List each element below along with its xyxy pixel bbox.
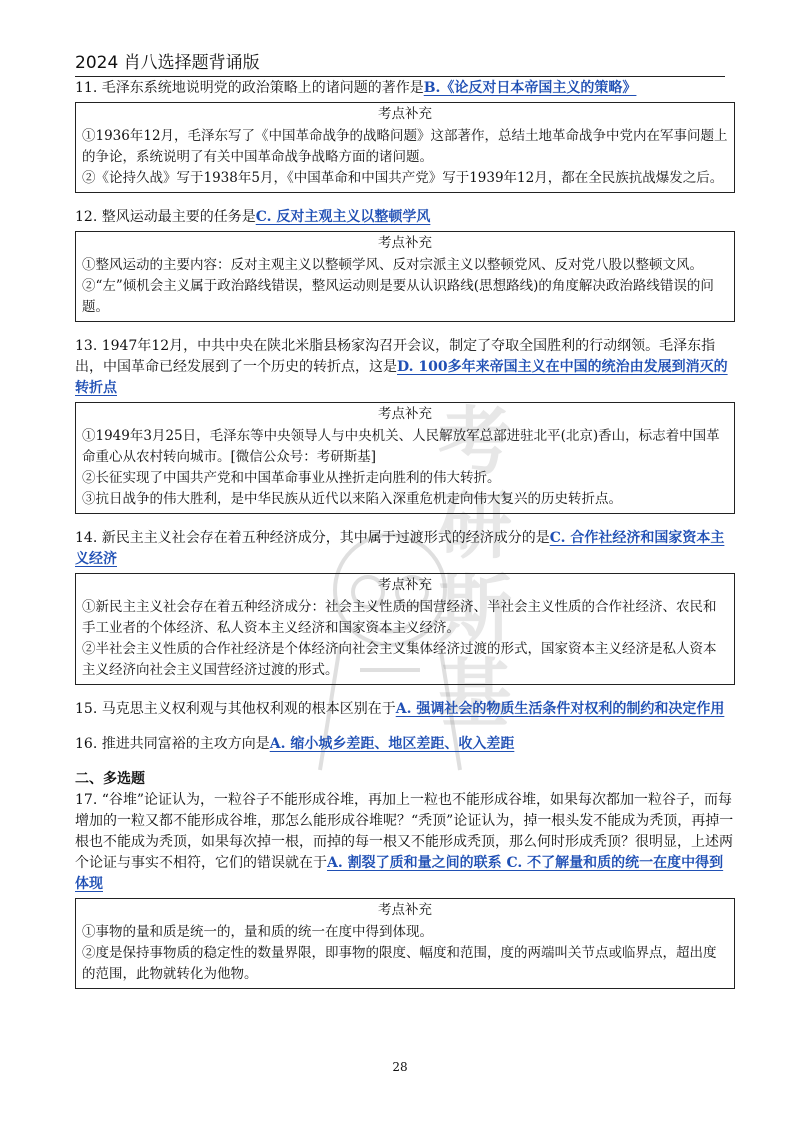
answer-text: A. 割裂了质和量之间的联系 C. 不了解量和质的统一在度中得到体现	[75, 855, 724, 892]
supplement-box	[75, 573, 735, 685]
supplement-item: ②度是保持事物质的稳定性的数量界限，即事物的限度、幅度和范围，度的两端叫关节点或临界点，超出度的范围，此物就转化为他物。	[82, 945, 717, 982]
question-text: 12. 整风运动最主要的任务是C. 反对主观主义以整顿学风	[75, 209, 431, 225]
supplement-title: 考点补充	[378, 106, 432, 122]
supplement-item: ②《论持久战》写于1938年5月，《中国革命和中国共产党》写于1939年12月，都在全民族抗战爆发之后。	[82, 170, 724, 186]
supplement-item: ①1936年12月，毛泽东写了《中国革命战争的战略问题》这部著作，总结土地革命战争中党内在军事问题上的争论，系统说明了有关中国革命战争战略方面的诸问题。	[82, 128, 728, 165]
page-number: 28	[392, 1060, 408, 1074]
supplement-item: ①1949年3月25日，毛泽东等中央领导人与中央机关、人民解放军总部进驻北平(北京)香山，标志着中国革命重心从农村转向城市。[微信公众号：考研斯基]	[82, 428, 720, 465]
question-block	[75, 78, 735, 193]
question-text: 16. 推进共同富裕的主攻方向是A. 缩小城乡差距、地区差距、收入差距	[75, 736, 515, 752]
question-block	[75, 734, 735, 755]
answer-text: B.《论反对日本帝国主义的策略》	[423, 80, 637, 96]
page-header	[75, 48, 725, 77]
supplement-box	[75, 102, 735, 193]
section-title: 二、多选题	[75, 771, 145, 787]
question-block	[75, 790, 735, 989]
supplement-title: 考点补充	[378, 406, 432, 422]
supplement-box	[75, 402, 735, 514]
supplement-box	[75, 898, 735, 989]
supplement-title: 考点补充	[378, 235, 432, 251]
question-text: 15. 马克思主义权利观与其他权利观的根本区别在于A. 强调社会的物质生活条件对权利的制约和决定作用	[75, 701, 725, 717]
supplement-item: ①整风运动的主要内容：反对主观主义以整顿学风、反对宗派主义以整顿党风、反对党八股以整顿文风。	[82, 257, 703, 273]
page-content	[75, 78, 735, 989]
supplement-item: ②半社会主义性质的合作社经济是个体经济向社会主义集体经济过渡的形式，国家资本主义经济是私人资本主义经济向社会主义国营经济过渡的形式。	[82, 641, 717, 678]
answer-text: C. 反对主观主义以整顿学风	[255, 209, 431, 225]
supplement-title: 考点补充	[378, 902, 432, 918]
question-text: 11. 毛泽东系统地说明党的政治策略上的诸问题的著作是B.《论反对日本帝国主义的策略》	[75, 80, 637, 96]
supplement-box	[75, 231, 735, 322]
supplement-item: ①新民主主义社会存在着五种经济成分：社会主义性质的国营经济、半社会主义性质的合作社经济、农民和手工业者的个体经济、私人资本主义经济和国家资本主义经济。	[82, 599, 717, 636]
question-block	[75, 528, 735, 685]
header-title: 2024 肖八选择题背诵版	[75, 53, 260, 73]
question-text: 13. 1947年12月，中共中央在陕北米脂县杨家沟召开会议，制定了夺取全国胜利的行动纲领。毛泽东指出，中国革命已经发展到了一个历史的转折点，这是D. 100多年来帝国主义在中国的统治由发展到消灭的转折点	[75, 338, 728, 396]
supplement-item: ②“左”倾机会主义属于政治路线错误，整风运动则是要从认识路线(思想路线)的角度解决政治路线错误的问题。	[82, 278, 714, 315]
supplement-item: ①事物的量和质是统一的，量和质的统一在度中得到体现。	[82, 924, 433, 940]
question-block	[75, 207, 735, 322]
watermark-text: 考研斯基	[438, 399, 512, 737]
question-block	[75, 336, 735, 514]
supplement-item: ③抗日战争的伟大胜利，是中华民族从近代以来陷入深重危机走向伟大复兴的历史转折点。	[82, 491, 622, 507]
question-text: 14. 新民主主义社会存在着五种经济成分，其中属于过渡形式的经济成分的是C. 合作社经济和国家资本主义经济	[75, 530, 725, 567]
answer-text: A. 强调社会的物质生活条件对权利的制约和决定作用	[395, 701, 725, 717]
answer-text: C. 合作社经济和国家资本主义经济	[75, 530, 725, 567]
supplement-title: 考点补充	[378, 577, 432, 593]
question-text: 17. “谷堆”论证认为，一粒谷子不能形成谷堆，再加上一粒也不能形成谷堆，如果每次都加一粒谷子，而每增加的一粒又都不能形成谷堆，那怎么能形成谷堆呢？“秃顶”论证认为，掉一根头发不能成为秃顶，再掉一根也不能成为秃顶，如果每次掉一根，而掉的每一根又不能形成秃顶，那么何时形成秃顶？很明显，上述两个论证与事实不相符，它们的错误就在于A. 割裂了质和量之间的联系 C. 不了解量和质的统一在度中得到体现	[75, 792, 734, 892]
supplement-item: ②长征实现了中国共产党和中国革命事业从挫折走向胜利的伟大转折。	[82, 470, 501, 486]
answer-text: A. 缩小城乡差距、地区差距、收入差距	[269, 736, 515, 752]
question-block	[75, 699, 735, 720]
answer-text: D. 100多年来帝国主义在中国的统治由发展到消灭的转折点	[75, 359, 728, 396]
